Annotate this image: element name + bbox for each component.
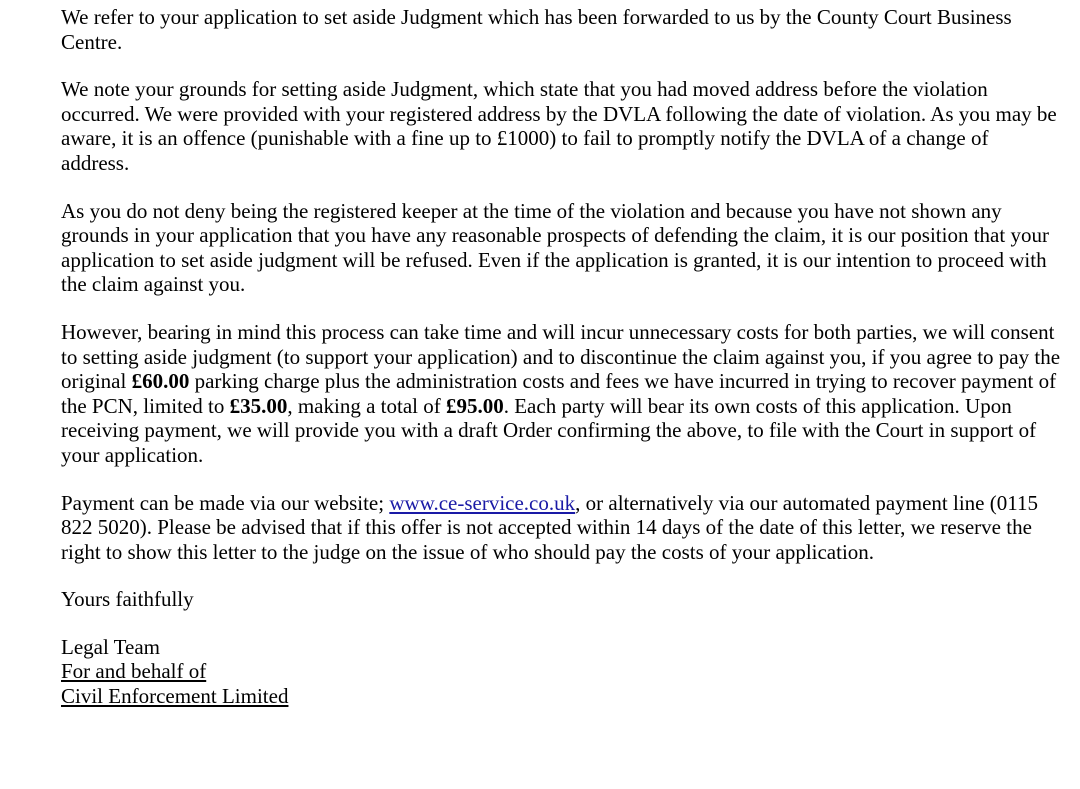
- payment-text-2: , or alternatively via our automated payment line (0115 822 5020). Please be advised that if this offer is not accepted within 14 days of the date of this letter, we reserve the right to show this letter to the judge on the issue of who should pay the costs of your application.: [61, 490, 1038, 564]
- signature-block: [61, 635, 1061, 709]
- offer-text-2: parking charge plus the administration costs and fees we have incurred in trying to recover payment of the PCN, limited to: [61, 369, 1057, 418]
- offer-text-3: , making a total of: [287, 393, 446, 418]
- signature-company: Civil Enforcement Limited: [61, 684, 289, 709]
- closing-salutation: Yours faithfully: [61, 587, 194, 612]
- total-amount: £95.00: [445, 393, 504, 418]
- paragraph-offer: [61, 320, 1061, 468]
- paragraph-payment: [61, 491, 1061, 565]
- website-link[interactable]: www.ce-service.co.uk: [389, 490, 576, 515]
- offer-text-4: . Each party will bear its own costs of this application. Upon receiving payment, we will provide you with a draft Order confirming the above, to file with the Court in support of your application.: [61, 393, 1037, 467]
- letter-body: [61, 5, 1061, 709]
- paragraph-application-reference: We refer to your application to set aside Judgment which has been forwarded to us by the County Court Business Centre.: [61, 5, 1012, 54]
- admin-costs-amount: £35.00: [229, 393, 288, 418]
- original-charge-amount: £60.00: [131, 369, 190, 394]
- signature-team: Legal Team: [61, 634, 161, 659]
- payment-text-1: Payment can be made via our website;: [61, 490, 390, 515]
- offer-text-1: However, bearing in mind this process can take time and will incur unnecessary costs for both parties, we will consent to setting aside judgment (to support your application) and to discontinue the claim against you, if you agree to pay the original: [61, 319, 1061, 394]
- paragraph-grounds: We note your grounds for setting aside Judgment, which state that you had moved address before the violation occurred. We were provided with your registered address by the DVLA following the date of violation. As you may be aware, it is an offence (punishable with a fine up to £1000) to fail to promptly notify the DVLA of a change of address.: [61, 77, 1057, 175]
- paragraph-position: As you do not deny being the registered keeper at the time of the violation and because you have not shown any grounds in your application that you have any reasonable prospects of defending the claim, it is our position that your application to set aside judgment will be refused. Even if the application is granted, it is our intention to proceed with the claim against you.: [61, 198, 1049, 297]
- signature-behalf: For and behalf of: [61, 659, 207, 684]
